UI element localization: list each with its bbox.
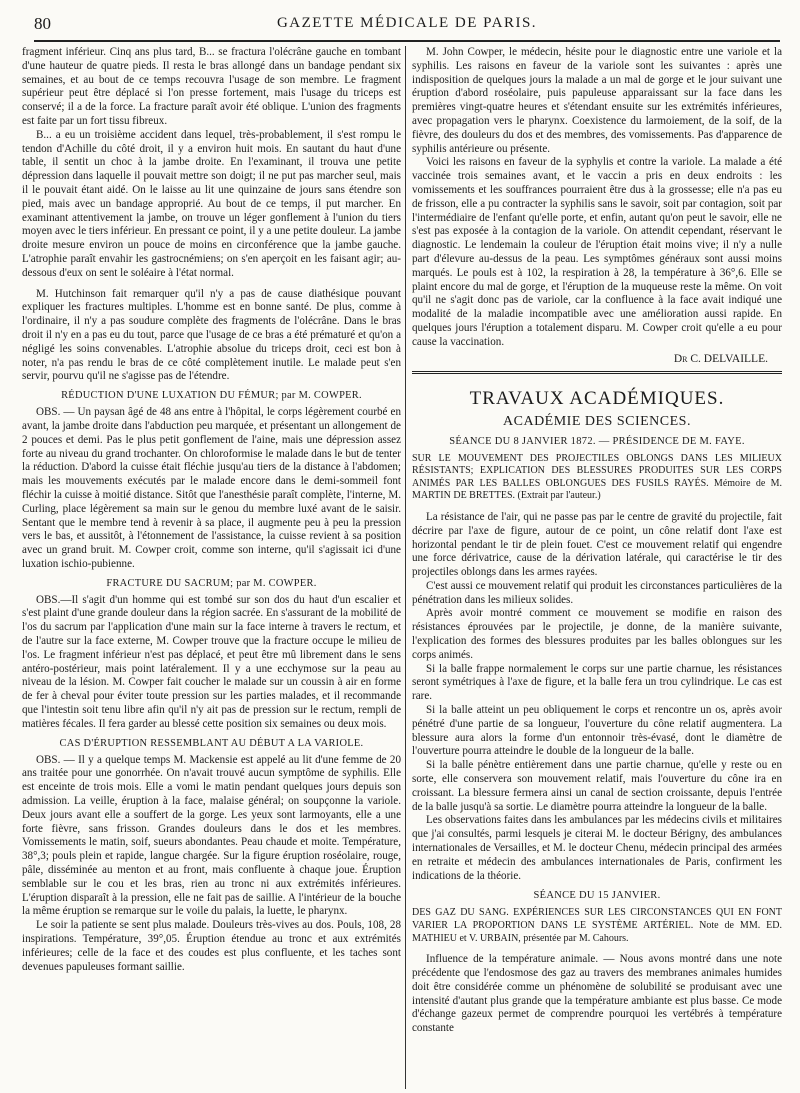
paragraph: Après avoir montré comment ce mouvement se modifie en raison des résistances éprouvées par le projectile, je donne, de la manière suivante, l'explication des formes des blessures produites par les balles oblongues sur les corps animés. bbox=[412, 607, 782, 661]
academy-title: ACADÉMIE DES SCIENCES. bbox=[503, 413, 691, 429]
section-heading: CAS D'ÉRUPTION RESSEMBLANT AU DÉBUT A LA VARIOLE. bbox=[59, 737, 364, 749]
section-heading: RÉDUCTION D'UNE LUXATION DU FÉMUR; par M. COWPER. bbox=[61, 390, 362, 402]
section-heading: FRACTURE DU SACRUM; par M. COWPER. bbox=[106, 577, 317, 589]
paragraph: B... a eu un troisième accident dans lequel, très-probablement, il s'est rompu le tendon d'Achille du côté droit, il y a environ huit mois. En sautant du haut d'une table, il sentit un choc à la jambe droite. En l'examinant, il trouva une petite dépression dans laquelle il pouvait mettre son doigt; il ne put pas marcher seul, mais il le pouvait étant aidé. On le laisse au lit une quinzaine de jours sans étendre son pied, mais avec un bandage approprié. Au bout de ce temps, il put marcher. En examinant attentivement la jambe, on trouve un léger gonflement à l'union du tiers moyen avec le tiers inférieur. En pressant ce point, il y a une petite douleur. La jambe droite mesure environ un pouce de moins en circonférence que la jambe gauche. L'atrophie paraît envahir les gastrocnémiens; on s'en aperçoit en les faisant agir; au-dessous d'eux on sent le soléaire à l'état normal. bbox=[22, 128, 401, 279]
paragraph: Le soir la patiente se sent plus malade. Douleurs très-vives au dos. Pouls, 108, 28 inspirations. Température, 39°,05. Éruption étendue au tronc et aux extrémités inférieures; celle de la face et des coudes est plus confluente, et les taches sont devenues papuleuses formant saillie. bbox=[22, 919, 401, 973]
paragraph: C'est aussi ce mouvement relatif qui produit les circonstances particulières de la pénétration dans les milieux solides. bbox=[412, 579, 782, 606]
page-header bbox=[34, 10, 780, 42]
paragraph: Si la balle atteint un peu obliquement le corps et rencontre un os, après avoir pénétré d'une partie de sa longueur, l'ouverture du cône relatif augmentera. La blessure aura alors la forme d'un entonnoir très-évasé, dont le diamètre de l'ouverture pourra atteindre le double de la longueur de la balle. bbox=[412, 704, 782, 758]
paragraph: Voici les raisons en faveur de la syphylis et contre la variole. La malade a été vaccinée trois semaines avant, et le vaccin a pris en deux endroits : les vomissements et les souffrances pourraient être dus à la grossesse; elle n'a pas eu de frisson, elle a pu contracter la syphilis sans le savoir, soit par contagion, soit par l'intermédiaire de l'enfant qu'elle porte, et enfin, autant qu'on peut le savoir, elle ne s'est pas exposée à la contagion de la variole. On attendit cependant, réservant le diagnostic. Le lendemain la couleur de l'éruption était moins vive; il n'y a nulle part d'élevure au-dessus de la peau. Les symptômes généraux sont aussi moins marqués. Le pouls est à 102, la respiration à 28, la température à 36°,6. Elle se plaint encore du mal de gorge, et l'éruption de la muqueuse reste la même. On voit qu'il ne s'agit donc pas de variole, car la confluence à la face avait indiqué une modalité de la maladie incompatible avec une amélioration aussi rapide. En quelques jours l'éruption a totalement disparu. M. Cowper croit qu'elle a eu pour cause la vaccination. bbox=[412, 156, 782, 348]
paragraph: fragment inférieur. Cinq ans plus tard, B... se fractura l'olécrâne gauche en tombant d'une hauteur de quatre pieds. Il resta le bras allongé dans un bandage pendant six semaines, et au bout de ce temps recouvra l'usage de son membre. Le fragment supérieur peut être déplacé si l'on presse fortement, mais l'usage du triceps est conservé; il a de la force. La fracture paraît avoir été oblique. L'union des fragments est faite par un fort tissu fibreux. bbox=[22, 46, 401, 127]
paragraph: OBS.—Il s'agit d'un homme qui est tombé sur son dos du haut d'un escalier et s'est plaint d'une grande douleur dans la région sacrée. En s'assurant de la mobilité de l'os du sacrum par l'application d'une main sur la face interne à travers le rectum, et de l'autre sur la face externe, M. Cowper trouve que la fracture occupe le milieu de l'os. Le fragment inférieur n'est pas déplacé, et peut être mû librement dans le sens antéro-postérieur, mais point latéralement. Il y a une ecchymose sur la peau au niveau de la lésion. M. Cowper fait coucher le malade sur un coussin à air en forme de fer à cheval pour éviter toute pression sur les parties malades, et il recommande que l'intestin soit tenu libre afin qu'il n'y ait pas de pression sur le rectum, rempli de matières fécales. Il fera garder au blessé cette position six semaines ou deux mois. bbox=[22, 593, 401, 730]
column-divider bbox=[405, 46, 406, 1089]
session-heading: SÉANCE DU 15 JANVIER. bbox=[533, 890, 661, 902]
section-title: TRAVAUX ACADÉMIQUES. bbox=[469, 387, 725, 409]
session-heading: SÉANCE DU 8 JANVIER 1872. — PRÉSIDENCE DE M. FAYE. bbox=[449, 435, 745, 447]
paragraph: Influence de la température animale. — Nous avons montré dans une note précédente que l'endosmose des gaz au travers des membranes animales humides doit être considérée comme un phénomène de solubilité se produisant avec une intensité d'autant plus grande que la température ambiante est plus basse. Ce mode d'échange gazeux permet de comprendre pourquoi les vertébrés à température constante bbox=[412, 953, 782, 1035]
paragraph: La résistance de l'air, qui ne passe pas par le centre de gravité du projectile, fait décrire par l'axe de figure, autour de ce point, un cône relatif dont l'axe est horizontal pendant le tir de plein fouet. C'est ce mouvement relatif qui engendre une force dérivatrice, cause de la dérivation latérale, qui caractérise le tir des projectiles oblongs dans les armes rayées. bbox=[412, 510, 782, 579]
paragraph: OBS. — Un paysan âgé de 48 ans entre à l'hôpital, le corps légèrement courbé en avant, la jambe droite dans l'abduction peu marquée, et présentant un allongement de 2 pouces et demi. Pas le plus petit gonflement de l'aine, mais une dépression assez forte au niveau du grand trochanter. On chloroformise le malade dans le but de tenter la réduction. D'abord la cuisse était fléchie jusqu'au tiers de la distance à l'abdomen; mais les mouvements exécutés par le malade encore dans le demi-sommeil font fléchir la cuisse à moitié distance. Sitôt que l'anesthésie paraît complète, l'interne, M. Curling, place légèrement sa main sur le genou du membre luxé avant de le saisir. Sentant que le membre tend à revenir à sa place, il augmente peu à peu la pression vers le bas, et aussitôt, à l'étonnement de l'assistance, la cuisse revient à sa position avec un grand bruit. M. Cowper croit, comme son interne, qu'il s'agissait ici d'une luxation ischio-pubienne. bbox=[22, 406, 401, 570]
paragraph: M. John Cowper, le médecin, hésite pour le diagnostic entre une variole et la syphilis. Les raisons en faveur de la variole sont les suivantes : après une indisposition de quelques jours la malade a un mal de gorge et le jour suivant une éruption d'abord roséolaire, puis papuleuse apparaissant sur la face dans les premières vingt-quatre heures et s'étendant ensuite sur les extrémités inférieures, avec propagation vers le pharynx. Coexistence du larmoiement, de la soif, de la fièvre, des douleurs du dos et des membres, des vomissements. Pas d'apparence de syphilis antérieure ou présente. bbox=[412, 46, 782, 155]
page-number: 80 bbox=[34, 14, 51, 33]
note-title: DES GAZ DU SANG. EXPÉRIENCES SUR LES CIRCONSTANCES QUI EN FONT VARIER LA PROPORTION DANS LE SYSTÈME ARTÉRIEL. Note de MM. ED. MATHIEU et V. URBAIN, présentée par M. Cahours. bbox=[412, 907, 782, 944]
section-rule bbox=[412, 371, 782, 378]
left-column bbox=[22, 46, 401, 1089]
paragraph: Si la balle frappe normalement le corps sur une partie charnue, les résistances seront symétriques à l'axe de figure, et la balle fera un trou cylindrique. Le cas est rare. bbox=[412, 662, 782, 703]
paragraph: Si la balle pénètre entièrement dans une partie charnue, qu'elle y reste ou en sorte, elle conservera son mouvement relatif, mais l'ouverture du cône ira en croissant. La blessure fermera ainsi un canal de section croissante, depuis l'entrée de la balle jusqu'à sa sortie. Le diamètre pourra atteindre la longueur de la balle. bbox=[412, 759, 782, 813]
paragraph: OBS. — Il y a quelque temps M. Mackensie est appelé au lit d'une femme de 20 ans traitée pour une gonorrhée. On n'avait trouvé aucun symptôme de syphilis. Elle est enceinte de trois mois. Elle a vomi le matin pendant quelques jours depuis son admission. La veille, éruption à la face, malaise général; on soupçonne la variole. Deux jours avant elle a souffert de la gorge. Les yeux sont larmoyants, elle a une forte fièvre, sans frisson. Grandes douleurs dans le dos et les membres. Vomissements le matin, soif, sueurs abondantes. Peau chaude et moite. Température, 38°,3; pouls plein et rapide, langue chargée. Sur la figure éruption roséolaire, rouge, pâle, disséminée au menton et au front, mais confluente à chaque joue. Éruption semblable sur le cou et les bras, rien au tronc ni aux extrémités inférieures. L'éruption disparaît à la pression, elle ne fait pas de saillie. A l'intérieur de la bouche la même éruption se remarque sur le voile du palais, la luette, le pharynx. bbox=[22, 753, 401, 918]
author-signature: Dr C. DELVAILLE. bbox=[673, 352, 768, 365]
paragraph: Les observations faites dans les ambulances par les médecins civils et militaires que j'ai consultés, parmi lesquels je citerai M. le docteur Bérigny, des ambulances internationales de Versailles, et M. le docteur Chenu, médecin principal des armées en retraite et médecin des ambulances internationales de Paris, confirment les indications de la théorie. bbox=[412, 814, 782, 882]
memoir-title: SUR LE MOUVEMENT DES PROJECTILES OBLONGS DANS LES MILIEUX RÉSISTANTS; EXPLICATION DES BLESSURES PRODUITES SUR LES CORPS ANIMÉS PAR LES BALLES OBLONGUES DES FUSILS RAYÉS. Mémoire de M. MARTIN DE BRETTES. (Extrait par l'auteur.) bbox=[412, 452, 782, 502]
journal-title: GAZETTE MÉDICALE DE PARIS. bbox=[276, 15, 538, 31]
right-column bbox=[412, 46, 782, 1089]
paragraph: M. Hutchinson fait remarquer qu'il n'y a pas de cause diathésique pouvant expliquer les fractures multiples. L'homme est en bonne santé. De plus, comme à l'ordinaire, il n'y a pas soudure complète des fragments de l'olécrâne. Dans le bras droit il n'y en a pas eu du tout, parce que l'usage de ce bras a été prématuré et qu'on a négligé les soins convenables. L'atrophie absolue du triceps droit, ceci est bon à noter, n'a pas rendu le bras de ce côté complètement inutile. Le malade peut s'en servir, pourvu qu'il ne s'agisse pas de l'étendre. bbox=[22, 287, 401, 383]
